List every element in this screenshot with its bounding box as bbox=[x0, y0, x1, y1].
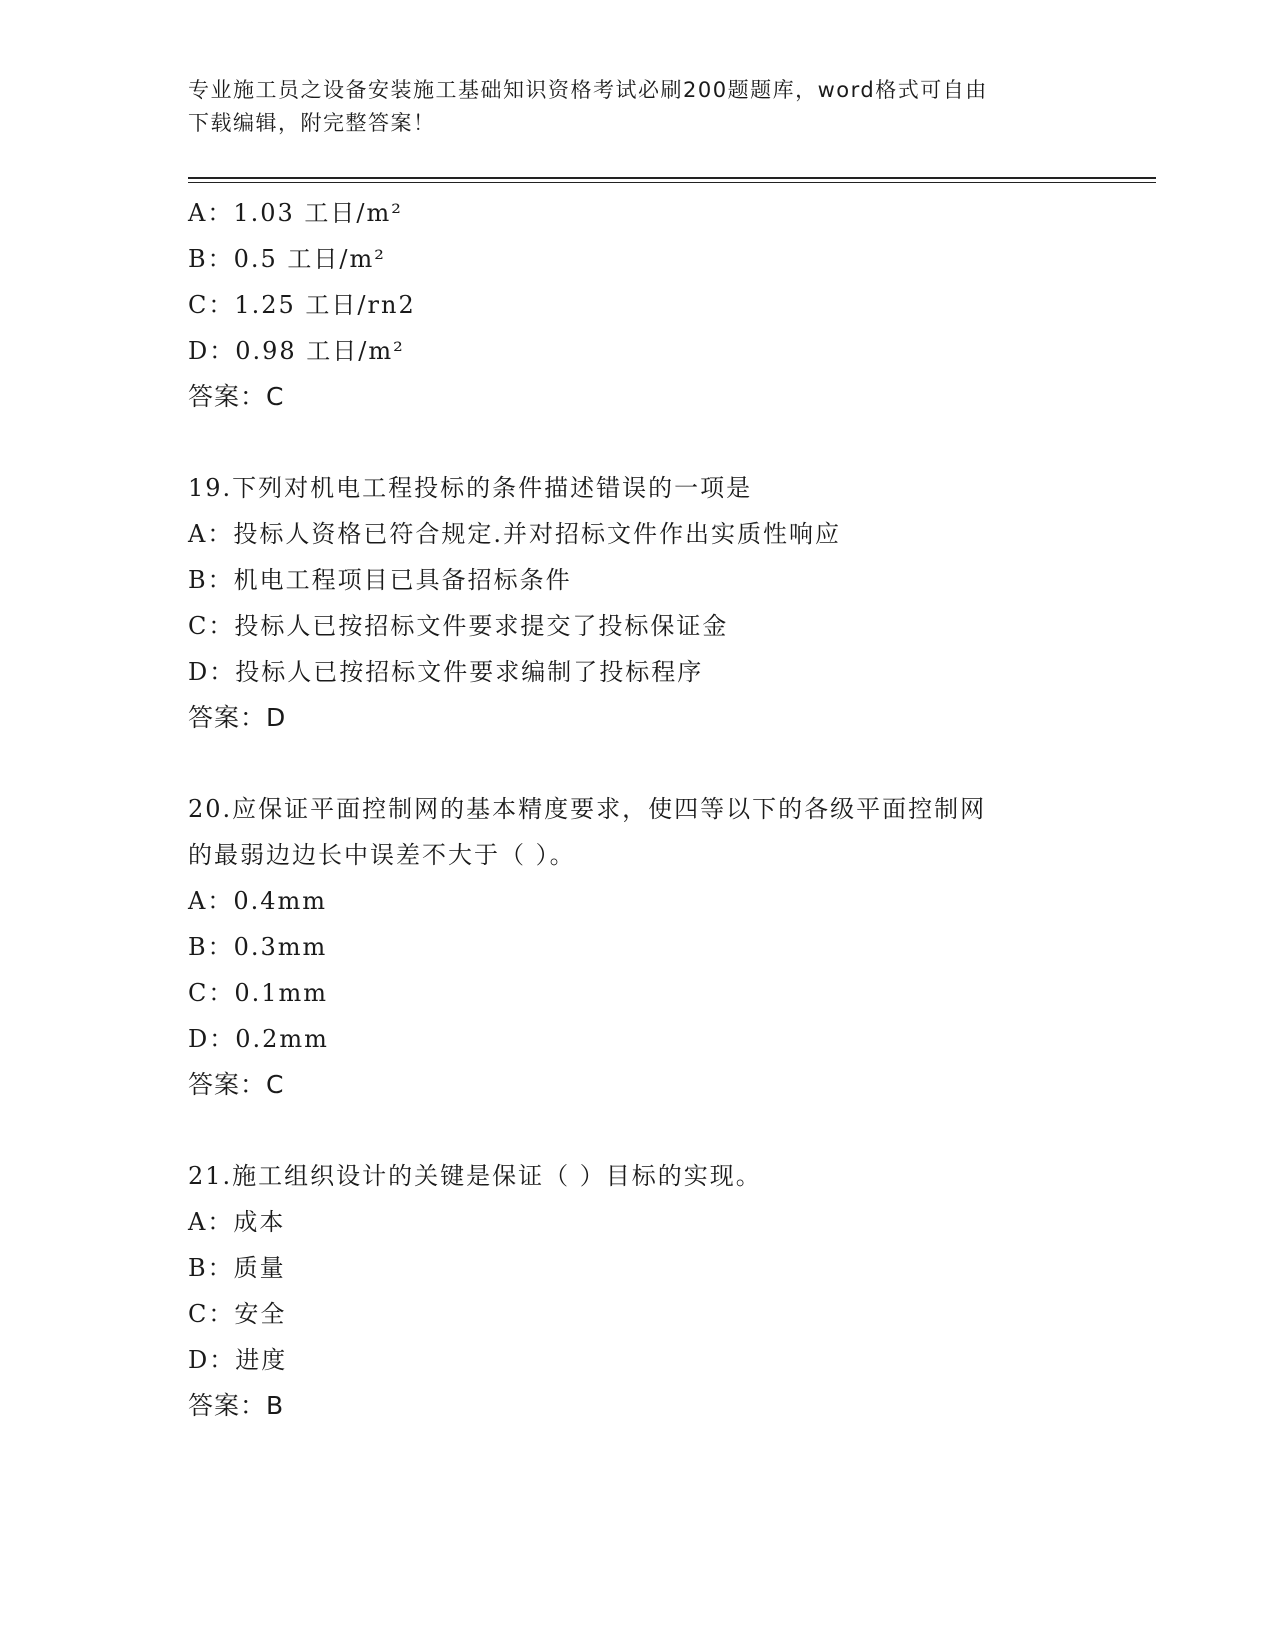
option-b: B：机电工程项目已具备招标条件 bbox=[188, 566, 572, 594]
option-b: B：质量 bbox=[188, 1254, 286, 1282]
question-21 bbox=[188, 1153, 1088, 1429]
option-d: D：0.98 工日/m² bbox=[188, 337, 405, 365]
option-a: A：投标人资格已符合规定.并对招标文件作出实质性响应 bbox=[188, 520, 841, 548]
header-line-2: 下载编辑，附完整答案！ bbox=[188, 111, 436, 135]
question-18-continuation bbox=[188, 190, 1088, 420]
header-line-1: 专业施工员之设备安装施工基础知识资格考试必刷200题题库，word格式可自由 bbox=[188, 78, 988, 102]
answer: 答案：C bbox=[188, 382, 285, 411]
header-divider-thin bbox=[188, 182, 1156, 183]
option-c: C：1.25 工日/rn2 bbox=[188, 291, 416, 319]
question-19 bbox=[188, 465, 1088, 741]
answer: 答案：C bbox=[188, 1070, 285, 1099]
question-stem: 19.下列对机电工程投标的条件描述错误的一项是 bbox=[188, 474, 753, 502]
option-c: C：安全 bbox=[188, 1300, 287, 1328]
question-stem-line-1: 20.应保证平面控制网的基本精度要求，使四等以下的各级平面控制网 bbox=[188, 795, 987, 823]
question-20 bbox=[188, 786, 1088, 1108]
option-d: D：0.2mm bbox=[188, 1025, 329, 1053]
option-b: B：0.3mm bbox=[188, 933, 328, 961]
question-list bbox=[188, 190, 1088, 1429]
option-d: D：投标人已按招标文件要求编制了投标程序 bbox=[188, 658, 704, 686]
option-c: C：投标人已按招标文件要求提交了投标保证金 bbox=[188, 612, 729, 640]
option-a: A：0.4mm bbox=[188, 887, 328, 915]
option-c: C：0.1mm bbox=[188, 979, 329, 1007]
document-header bbox=[188, 74, 1068, 140]
answer: 答案：B bbox=[188, 1391, 285, 1420]
option-d: D：进度 bbox=[188, 1346, 288, 1374]
option-b: B：0.5 工日/m² bbox=[188, 245, 386, 273]
question-stem: 21.施工组织设计的关键是保证（ ）目标的实现。 bbox=[188, 1162, 762, 1190]
option-a: A：1.03 工日/m² bbox=[188, 199, 403, 227]
option-a: A：成本 bbox=[188, 1208, 286, 1236]
question-stem-line-2: 的最弱边边长中误差不大于（ ）。 bbox=[188, 841, 576, 869]
header-divider bbox=[188, 177, 1156, 179]
answer: 答案：D bbox=[188, 703, 287, 732]
